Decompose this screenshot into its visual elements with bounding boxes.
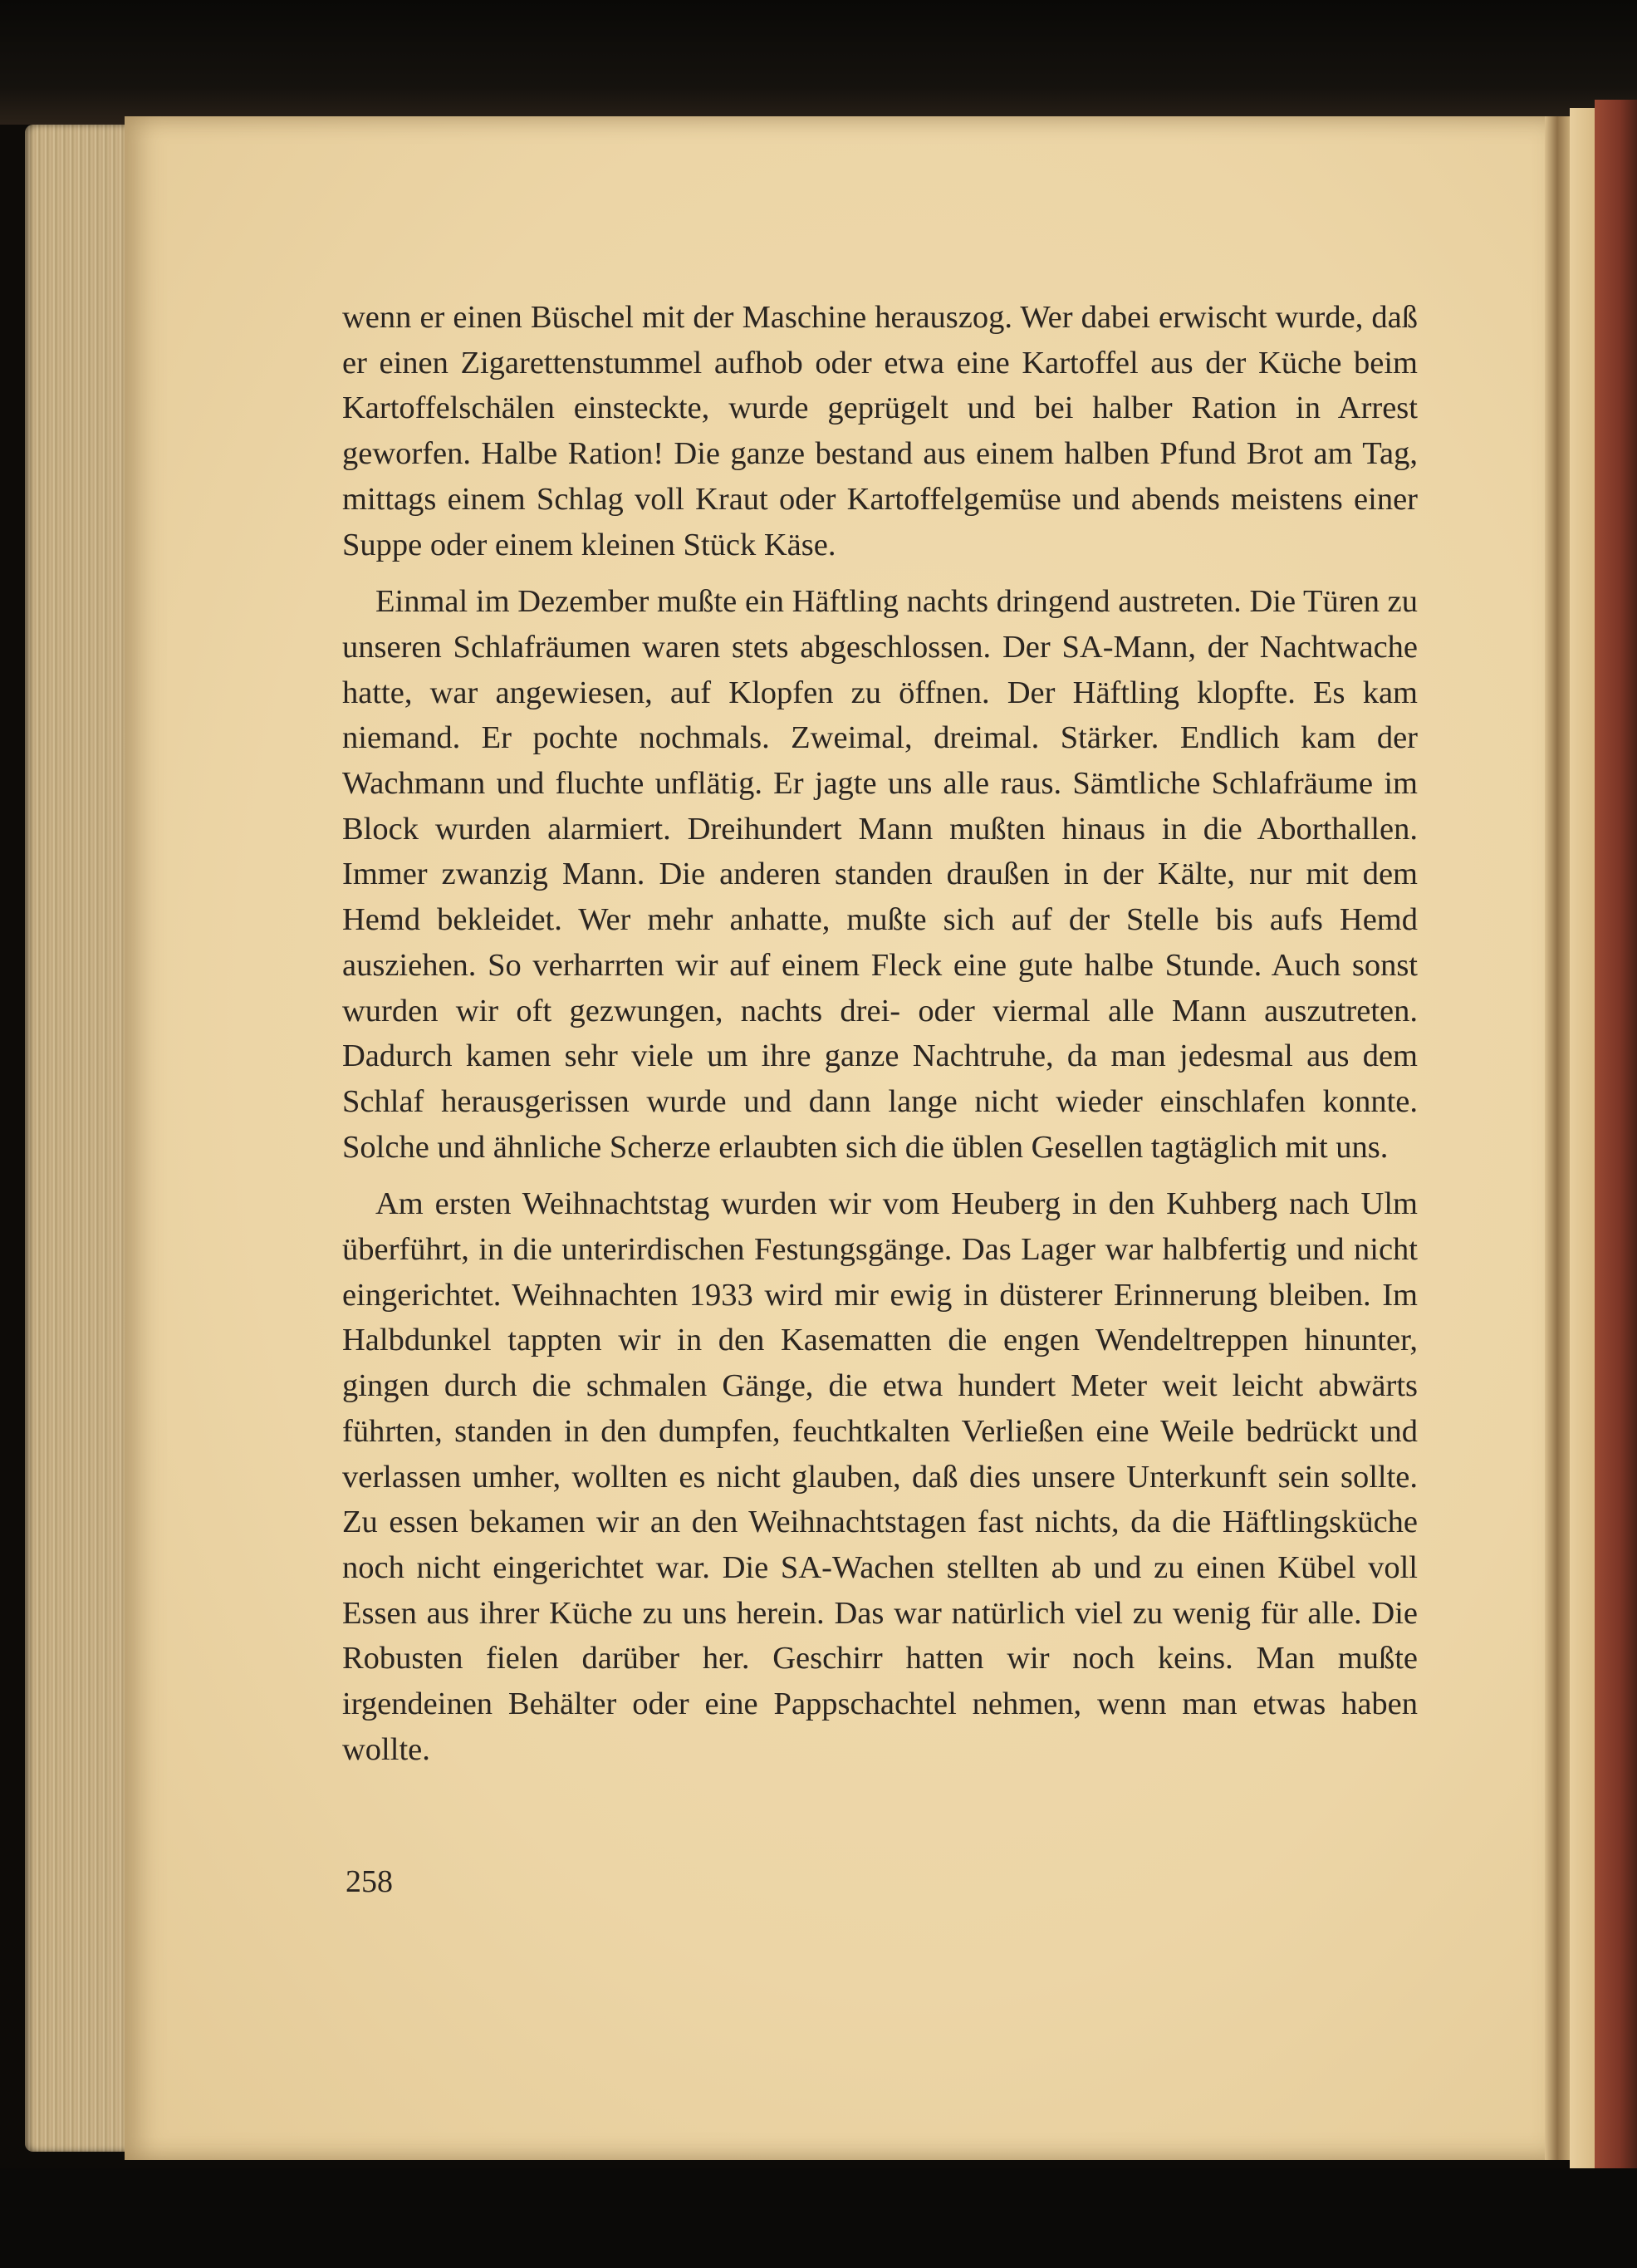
paragraph-2: Einmal im Dezember mußte ein Häftling nachts dringend austreten. Die Türen zu unseren Schlafräumen waren stets abgeschlossen. Der SA-Mann, der Nachtwache hatte, war angewiesen, auf Klopfen zu öffnen. Der Häftling klopfte. Es kam niemand. Er pochte nochmals. Zweimal, dreimal. Stärker. Endlich kam der Wachmann und fluchte unflätig. Er jagte uns alle raus. Sämtliche Schlafräume im Block wurden alarmiert. Dreihundert Mann mußten hinaus in die Aborthallen. Immer zwanzig Mann. Die anderen standen draußen in der Kälte, nur mit dem Hemd bekleidet. Wer mehr anhatte, mußte sich auf der Stelle bis aufs Hemd ausziehen. So verharrten wir auf einem Fleck eine gute halbe Stunde. Auch sonst wurden wir oft gezwungen, nachts drei- oder viermal alle Mann auszutreten. Dadurch kamen sehr viele um ihre ganze Nachtruhe, da man jedesmal aus dem Schlaf herausgerissen wurde und dann lange nicht wieder einschlafen konnte. Solche und ähnliche Scherze erlaubten sich die üblen Gesellen tagtäglich mit uns. — [342, 584, 1418, 1165]
page-text — [342, 295, 1418, 1784]
page-number: 258 — [346, 1864, 393, 1899]
page-edges — [25, 125, 133, 2152]
paragraph-3: Am ersten Weihnachtstag wurden wir vom Heuberg in den Kuhberg nach Ulm überführt, in die unterirdischen Festungsgänge. Das Lager war halbfertig und nicht eingerichtet. Weihnachten 1933 wird mir ewig in düsterer Erinnerung bleiben. Im Halbdunkel tappten wir in den Kasematten die engen Wendeltreppen hinunter, gingen durch die schmalen Gänge, die etwa hundert Meter weit leicht abwärts führten, standen in den dumpfen, feuchtkalten Verließen eine Weile bedrückt und verlassen umher, wollten es nicht glauben, daß dies unsere Unterkunft sein sollte. Zu essen bekamen wir an den Weihnachtstagen fast nichts, da die Häftlingsküche noch nicht eingerichtet war. Die SA-Wachen stellten ab und zu einen Kübel voll Essen aus ihrer Küche zu uns herein. Das war natürlich viel zu wenig für alle. Die Robusten fielen darüber her. Geschirr hatten wir noch keins. Man mußte irgendeinen Behälter oder eine Pappschachtel nehmen, wenn man etwas haben wollte. — [342, 1186, 1418, 1767]
book-gutter — [1545, 116, 1570, 2160]
book-cover-edge — [1595, 100, 1637, 2177]
paragraph-1: wenn er einen Büschel mit der Maschine herauszog. Wer dabei erwischt wurde, daß er einen Zigarettenstummel aufhob oder etwa eine Kartoffel aus der Küche beim Kartoffelschälen einsteckte, wurde geprügelt und bei halber Ration in Arrest geworfen. Halbe Ration! Die ganze bestand aus einem halben Pfund Brot am Tag, mittags einem Schlag voll Kraut oder Kartoffelgemüse und abends meistens einer Suppe oder einem kleinen Stück Käse. — [342, 300, 1418, 562]
scan-background-top — [0, 0, 1637, 125]
scan-background-bottom — [0, 2168, 1637, 2268]
facing-page-edge — [1570, 108, 1595, 2168]
